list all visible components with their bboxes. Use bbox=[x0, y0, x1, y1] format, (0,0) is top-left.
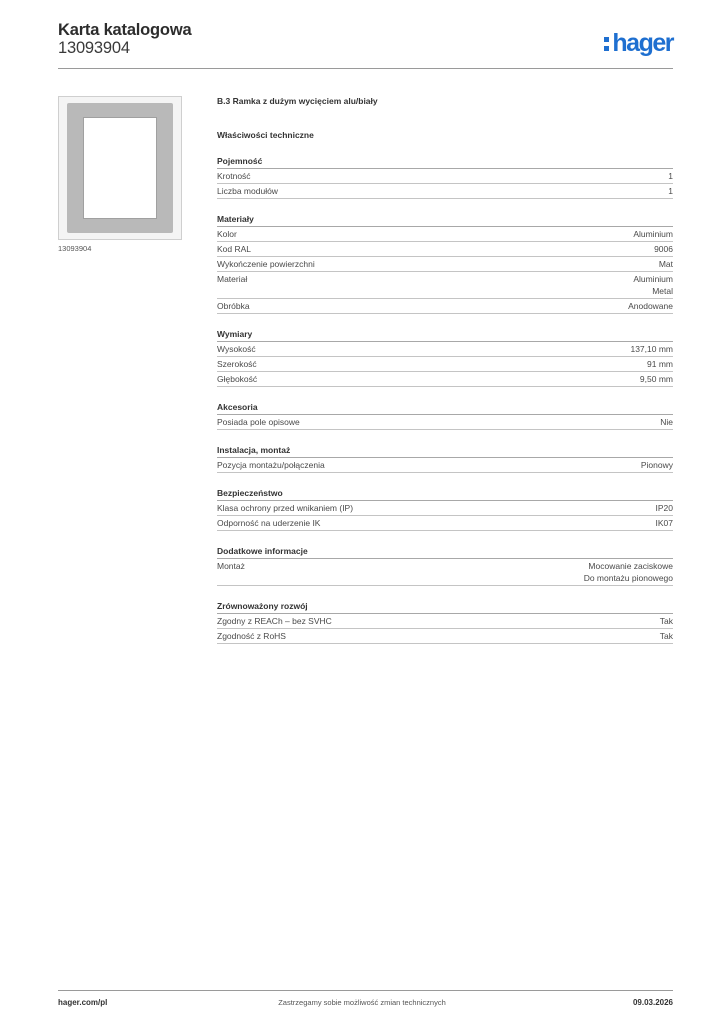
spec-value-line: Aluminium bbox=[633, 229, 673, 239]
footer-date: 09.03.2026 bbox=[632, 998, 673, 1007]
spec-value-line: Mocowanie zaciskowe bbox=[588, 561, 673, 571]
spec-value-line: Tak bbox=[659, 631, 673, 641]
product-image-caption: 13093904 bbox=[58, 244, 92, 253]
spec-value bbox=[656, 502, 674, 514]
spec-label: Posiada pole opisowe bbox=[217, 417, 300, 427]
spec-label: Kod RAL bbox=[217, 244, 252, 254]
spec-group bbox=[217, 600, 673, 644]
spec-row bbox=[217, 614, 673, 629]
spec-value bbox=[656, 517, 674, 529]
spec-value-line: IK07 bbox=[655, 518, 673, 528]
spec-value bbox=[668, 170, 673, 182]
spec-row bbox=[217, 559, 673, 586]
spec-group bbox=[217, 444, 673, 473]
spec-label: Pozycja montażu/połączenia bbox=[217, 460, 325, 470]
spec-label: Liczba modułów bbox=[217, 186, 278, 196]
page-header bbox=[58, 20, 673, 68]
footer-divider bbox=[58, 990, 673, 991]
footer-website: hager.com/pl bbox=[58, 998, 108, 1007]
spec-value-line: Anodowane bbox=[628, 301, 673, 311]
spec-value bbox=[647, 358, 673, 370]
technical-properties-heading: Właściwości techniczne bbox=[217, 130, 314, 140]
spec-label: Klasa ochrony przed wnikaniem (IP) bbox=[217, 503, 354, 513]
spec-label: Wysokość bbox=[217, 344, 256, 354]
hager-logo bbox=[604, 29, 673, 57]
spec-value bbox=[668, 185, 673, 197]
logo-colon-icon bbox=[604, 36, 609, 52]
spec-label: Wykończenie powierzchni bbox=[217, 259, 315, 269]
spec-group-title: Dodatkowe informacje bbox=[217, 545, 673, 559]
spec-group bbox=[217, 328, 673, 387]
spec-row bbox=[217, 357, 673, 372]
spec-value bbox=[641, 459, 673, 471]
spec-value bbox=[654, 243, 673, 255]
spec-group-title: Bezpieczeństwo bbox=[217, 487, 673, 501]
spec-value-line: 9,50 mm bbox=[639, 374, 673, 384]
document-title: Karta katalogowa bbox=[58, 21, 192, 39]
spec-value bbox=[633, 228, 673, 240]
spec-row bbox=[217, 169, 673, 184]
spec-label: Głębokość bbox=[217, 374, 258, 384]
spec-row bbox=[217, 501, 673, 516]
spec-row bbox=[217, 272, 673, 299]
spec-group-title: Pojemność bbox=[217, 155, 673, 169]
spec-group bbox=[217, 487, 673, 531]
spec-row bbox=[217, 242, 673, 257]
spec-label: Krotność bbox=[217, 171, 251, 181]
spec-row bbox=[217, 299, 673, 314]
spec-group-title: Zrównoważony rozwój bbox=[217, 600, 673, 614]
spec-group-title: Materiały bbox=[217, 213, 673, 227]
spec-group-title: Wymiary bbox=[217, 328, 673, 342]
spec-value-line: Metal bbox=[652, 286, 673, 296]
spec-value-line: 1 bbox=[668, 186, 673, 196]
spec-value-line: Pionowy bbox=[640, 460, 673, 470]
spec-label: Materiał bbox=[217, 274, 248, 284]
spec-value-line: Tak bbox=[659, 616, 673, 626]
header-divider bbox=[58, 68, 673, 69]
spec-group bbox=[217, 155, 673, 199]
spec-value-line: IP20 bbox=[655, 503, 673, 513]
spec-value bbox=[660, 630, 673, 642]
spec-value-line: 91 mm bbox=[647, 359, 673, 369]
spec-value bbox=[633, 273, 673, 297]
spec-value bbox=[640, 373, 673, 385]
spec-group-title: Instalacja, montaż bbox=[217, 444, 673, 458]
spec-row bbox=[217, 227, 673, 242]
spec-label: Szerokość bbox=[217, 359, 257, 369]
spec-value bbox=[660, 416, 673, 428]
spec-value-line: Do montażu pionowego bbox=[583, 573, 673, 583]
frame-cutout-illustration bbox=[83, 117, 157, 219]
spec-row bbox=[217, 516, 673, 531]
spec-value bbox=[584, 560, 673, 584]
logo-text: hager bbox=[612, 29, 673, 57]
spec-label: Zgodność z RoHS bbox=[217, 631, 286, 641]
specification-panel bbox=[217, 95, 673, 644]
spec-value-line: Aluminium bbox=[633, 274, 673, 284]
spec-value-line: 1 bbox=[668, 171, 673, 181]
footer-disclaimer: Zastrzegamy sobie możliwość zmian technicznych bbox=[278, 998, 446, 1007]
spec-label: Kolor bbox=[217, 229, 237, 239]
spec-value-line: 9006 bbox=[654, 244, 673, 254]
spec-value bbox=[660, 615, 673, 627]
spec-group bbox=[217, 545, 673, 586]
spec-row bbox=[217, 257, 673, 272]
product-image bbox=[58, 96, 182, 240]
spec-row bbox=[217, 342, 673, 357]
spec-groups bbox=[217, 155, 673, 644]
spec-value-line: Nie bbox=[660, 417, 673, 427]
spec-group bbox=[217, 401, 673, 430]
spec-label: Montaż bbox=[217, 561, 245, 571]
spec-row bbox=[217, 415, 673, 430]
spec-value bbox=[659, 258, 673, 270]
spec-row bbox=[217, 458, 673, 473]
spec-label: Odporność na uderzenie IK bbox=[217, 518, 321, 528]
spec-label: Zgodny z REACh – bez SVHC bbox=[217, 616, 332, 626]
spec-row bbox=[217, 372, 673, 387]
spec-label: Obróbka bbox=[217, 301, 250, 311]
spec-value bbox=[630, 343, 673, 355]
spec-group bbox=[217, 213, 673, 314]
frame-outer-illustration bbox=[67, 103, 173, 233]
spec-group-title: Akcesoria bbox=[217, 401, 673, 415]
document-number: 13093904 bbox=[58, 39, 130, 57]
spec-value bbox=[628, 300, 673, 312]
spec-value-line: Mat bbox=[658, 259, 673, 269]
spec-value-line: 137,10 mm bbox=[630, 344, 673, 354]
spec-row bbox=[217, 629, 673, 644]
product-title: B.3 Ramka z dużym wycięciem alu/biały bbox=[217, 96, 378, 106]
spec-row bbox=[217, 184, 673, 199]
